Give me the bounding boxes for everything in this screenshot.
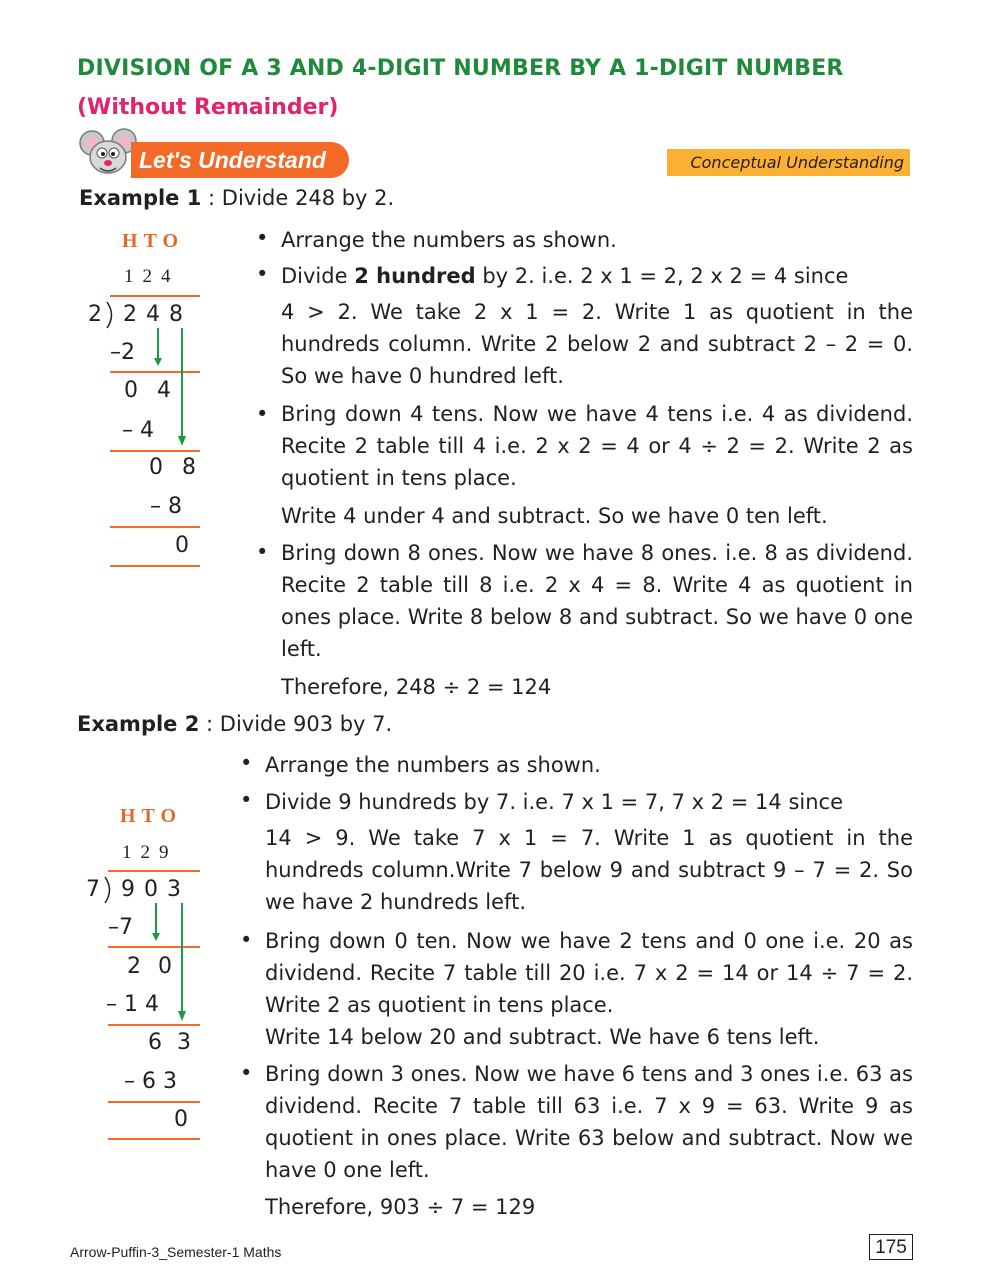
example1-step-5: – 8 bbox=[150, 494, 182, 519]
example1-bullet-2: • bbox=[256, 262, 269, 286]
example1-result: Therefore, 248 ÷ 2 = 124 bbox=[281, 675, 552, 699]
example2-step-6: 0 bbox=[174, 1107, 188, 1132]
footer-book-title: Arrow-Puffin-3_Semester-1 Maths bbox=[70, 1244, 282, 1260]
example1-prompt: : Divide 248 by 2. bbox=[208, 186, 395, 210]
example1-hto-header: HTO bbox=[122, 230, 185, 252]
page-title: DIVISION OF A 3 AND 4-DIGIT NUMBER BY A 1-DIGIT NUMBER bbox=[77, 56, 844, 81]
example2-bullet-1: • bbox=[240, 751, 253, 775]
example2-point-1: Arrange the numbers as shown. bbox=[265, 753, 601, 777]
lets-understand-banner: Let's Understand bbox=[131, 142, 349, 178]
example2-point-6: Bring down 3 ones. Now we have 6 tens and 3 ones i.e. 63 as dividend. Recite 7 table till 63 i.e. 7 x 9 = 63. Write 9 as quotient in ones place. Write 63 below and subtract. Now we have 0 one left. bbox=[265, 1062, 913, 1182]
example1-step-4: 0 8 bbox=[149, 455, 202, 480]
example1-point-1: Arrange the numbers as shown. bbox=[281, 228, 617, 252]
example1-point-5: Write 4 under 4 and subtract. So we have 0 ten left. bbox=[281, 504, 828, 528]
example1-step-2: 0 4 bbox=[124, 378, 177, 403]
example2-rule-4 bbox=[108, 1138, 200, 1140]
example1-rule-2 bbox=[110, 450, 200, 452]
example2-step-4: 6 3 bbox=[148, 1030, 195, 1055]
example1-bullet-1: • bbox=[256, 226, 269, 250]
example2-point-4: Bring down 0 ten. Now we have 2 tens and 0 one i.e. 20 as dividend. Recite 7 table till 20 i.e. 7 x 2 = 14 or 14 ÷ 7 = 2. Write 2 as quotient in tens place. bbox=[265, 929, 913, 1017]
example1-point-2 bbox=[281, 260, 848, 292]
example1-point-2-bold: 2 hundred bbox=[354, 264, 476, 288]
example1-quotient: 124 bbox=[124, 266, 180, 287]
example2-dividend: 903 bbox=[121, 877, 190, 902]
example1-bullet-4: • bbox=[256, 540, 269, 564]
example2-point-3: 14 > 9. We take 7 x 1 = 7. Write 1 as quotient in the hundreds column.Write 7 below 9 and subtract 9 – 7 = 2. So we have 2 hundreds left. bbox=[265, 826, 913, 914]
page-subtitle: (Without Remainder) bbox=[77, 95, 339, 120]
example2-step-1: –7 bbox=[108, 915, 133, 940]
example1-point-2-before: Divide bbox=[281, 264, 355, 288]
example2-step-2: 2 0 bbox=[127, 954, 177, 979]
example2-quotient: 129 bbox=[122, 842, 178, 863]
example1-point-4: Bring down 4 tens. Now we have 4 tens i.e. 4 as dividend. Recite 2 table till 4 i.e. 2 x 2 = 4 or 4 ÷ 2 = 2. Write 2 as quotient in tens place. bbox=[281, 402, 913, 490]
example2-rule-3 bbox=[108, 1101, 200, 1103]
example2-bring-down-arrows bbox=[148, 903, 193, 1025]
example2-bullet-2: • bbox=[240, 788, 253, 812]
example2-division-bracket bbox=[102, 875, 116, 905]
example2-label: Example 2 bbox=[77, 712, 200, 736]
example2-hto-header: HTO bbox=[120, 805, 183, 827]
example1-step-3: – 4 bbox=[122, 418, 154, 443]
example1-rule-3 bbox=[110, 526, 200, 528]
example1-step-1: –2 bbox=[110, 340, 135, 365]
example2-point-5: Write 14 below 20 and subtract. We have 6 tens left. bbox=[265, 1025, 820, 1049]
example2-heading bbox=[77, 712, 392, 736]
example2-divisor: 7 bbox=[86, 877, 100, 902]
example2-result: Therefore, 903 ÷ 7 = 129 bbox=[265, 1195, 536, 1219]
example2-step-3: – 1 4 bbox=[106, 992, 159, 1017]
example2-bullet-4: • bbox=[240, 1061, 253, 1085]
example1-divisor: 2 bbox=[88, 302, 102, 327]
example1-label: Example 1 bbox=[79, 186, 202, 210]
example1-bullet-3: • bbox=[256, 402, 269, 426]
conceptual-understanding-tag: Conceptual Understanding bbox=[667, 149, 910, 176]
page-number: 175 bbox=[869, 1234, 913, 1260]
example1-division-bracket bbox=[104, 300, 118, 330]
example1-rule-4 bbox=[110, 565, 200, 567]
example1-heading bbox=[79, 186, 394, 210]
example2-step-5: – 6 3 bbox=[124, 1069, 177, 1094]
example1-point-2-after: by 2. i.e. 2 x 1 = 2, 2 x 2 = 4 since bbox=[475, 264, 849, 288]
example1-division-bar bbox=[110, 295, 200, 297]
example1-bring-down-arrows bbox=[150, 328, 195, 450]
example2-bullet-3: • bbox=[240, 928, 253, 952]
example2-point-2: Divide 9 hundreds by 7. i.e. 7 x 1 = 7, 7 x 2 = 14 since bbox=[265, 790, 844, 814]
example2-division-bar bbox=[108, 870, 200, 872]
example1-step-6: 0 bbox=[175, 533, 189, 558]
example1-point-3: 4 > 2. We take 2 x 1 = 2. Write 1 as quotient in the hundreds column. Write 2 below 2 and subtract 2 – 2 = 0. So we have 0 hundred left. bbox=[281, 300, 913, 388]
example1-point-6: Bring down 8 ones. Now we have 8 ones. i.e. 8 as dividend. Recite 2 table till 8 i.e. 2 x 4 = 8. Write 4 as quotient in ones place. Write 8 below 8 and subtract. So we have 0 one left. bbox=[281, 541, 913, 661]
example2-prompt: : Divide 903 by 7. bbox=[206, 712, 393, 736]
example1-dividend: 248 bbox=[123, 302, 192, 327]
